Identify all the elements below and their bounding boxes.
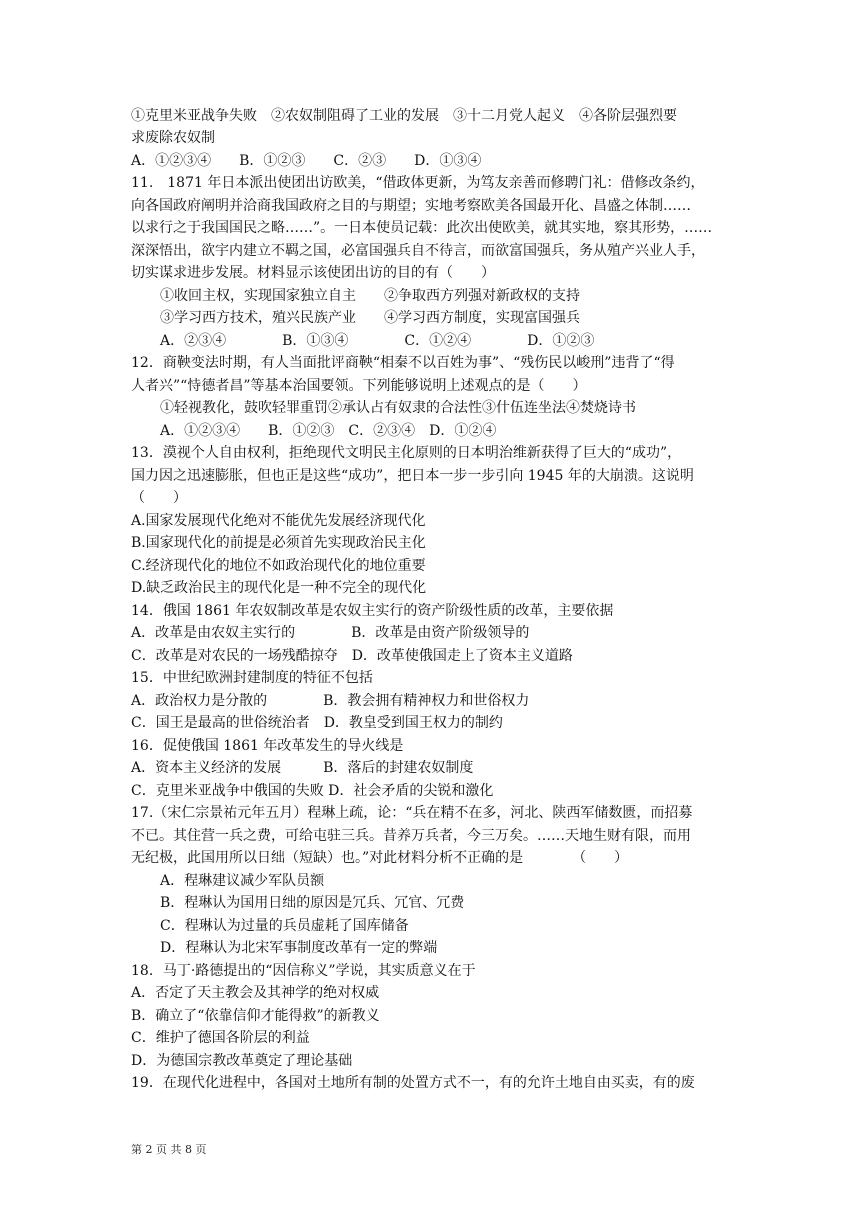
- option-d: D.缺乏政治民主的现代化是一种不完全的现代化: [131, 580, 427, 596]
- option-a: A．否定了天主教会及其神学的绝对权威: [131, 985, 380, 1001]
- page-number: 第 2 页 共 8 页: [131, 1143, 207, 1156]
- question-16: 16．促使俄国 1861 年改革发生的导火线是: [131, 738, 404, 754]
- answer-options: A．②③④ B．①③④ C．①②④ D．①②③: [160, 333, 595, 349]
- option-a: A.国家发展现代化绝对不能优先发展经济现代化: [131, 513, 426, 529]
- answer-options: A．①②③④ B．①②③ C．②③④ D．①②④: [160, 423, 497, 439]
- text-line: 人者兴”“恃德者昌”等基本治国要领。下列能够说明上述观点的是（ ）: [131, 378, 587, 394]
- text-line: A．①②③④ B．①②③ C．②③ D．①③④: [131, 153, 482, 169]
- text-line: A．改革是由农奴主实行的 B．改革是由资产阶级领导的: [131, 625, 530, 641]
- text-line: C．改革是对农民的一场残酷掠夺 D．改革使俄国走上了资本主义道路: [131, 648, 573, 664]
- option-c: C．程琳认为过量的兵员虚耗了国库储备: [160, 918, 409, 934]
- text-line: A．政治权力是分散的 B．教会拥有精神权力和世俗权力: [131, 693, 530, 709]
- text-line: ①收回主权，实现国家独立自主 ②争取西方列强对新政权的支持: [160, 288, 580, 304]
- option-c: C．维护了德国各阶层的利益: [131, 1030, 310, 1046]
- text-line: C．国王是最高的世俗统治者 D．教皇受到国王权力的制约: [131, 715, 503, 731]
- text-line: 无纪极，此国用所以日绌（短缺）也。”对此材料分析不正确的是 （ ）: [131, 850, 629, 866]
- option-b: B．确立了“依靠信仰才能得救”的新教义: [131, 1008, 380, 1024]
- option-d: D．为德国宗教改革奠定了理论基础: [131, 1053, 353, 1069]
- option-d: D．程琳认为北宋军事制度改革有一定的弊端: [160, 940, 438, 956]
- text-line: ①轻视教化，鼓吹轻罪重罚②承认占有奴隶的合法性③什伍连坐法④焚烧诗书: [160, 400, 636, 416]
- option-a: A．程琳建议减少军队员额: [160, 873, 325, 889]
- text-line: 深深悟出，欲宇内建立不羁之国，必富国强兵自不待言，而欲富国强兵，务从殖产兴业人手，: [131, 243, 705, 259]
- text-line: 求废除农奴制: [131, 130, 215, 146]
- text-line: ③学习西方技术，殖兴民族产业 ④学习西方制度，实现富国强兵: [160, 310, 580, 326]
- text-line: ①克里米亚战争失败 ②农奴制阻碍了工业的发展 ③十二月党人起义 ④各阶层强烈要: [131, 108, 677, 124]
- text-line: A．资本主义经济的发展 B．落后的封建农奴制度: [131, 760, 474, 776]
- question-17: 17.（宋仁宗景祐元年五月）程琳上疏，论：“兵在精不在多，河北、陕西军储数匮，而招募: [131, 805, 693, 821]
- text-line: （ ）: [131, 490, 187, 506]
- text-line: C．克里米亚战争中俄国的失败 D．社会矛盾的尖锐和激化: [131, 783, 494, 799]
- question-11: 11. 1871 年日本派出使团出访欧美，“借政体更新，为笃友亲善而修聘门礼：借修改条约，: [131, 175, 705, 191]
- question-12: 12．商鞅变法时期，有人当面批评商鞅“相秦不以百姓为事”、“残伤民以峻刑”违背了“得: [131, 355, 675, 371]
- text-line: 向各国政府阐明并洽商我国政府之目的与期望；实地考察欧美各国最开化、昌盛之体制……: [131, 198, 691, 214]
- question-19: 19．在现代化进程中，各国对土地所有制的处置方式不一，有的允许土地自由买卖，有的废: [131, 1075, 695, 1091]
- text-line: 国力因之迅速膨胀，但也正是这些“成功”，把日本一步一步引向 1945 年的大崩溃。这说明: [131, 468, 694, 484]
- text-line: 以求行之于我国国民之略……”。一日本使员记载：此次出使欧美，就其实地，察其形势，……: [131, 220, 713, 236]
- option-b: B.国家现代化的前提是必须首先实现政治民主化: [131, 535, 426, 551]
- question-18: 18．马丁·路德提出的“因信称义”学说，其实质意义在于: [131, 963, 476, 979]
- option-c: C.经济现代化的地位不如政治现代化的地位重要: [131, 558, 426, 574]
- question-14: 14．俄国 1861 年农奴制改革是农奴主实行的资产阶级性质的改革，主要依据: [131, 603, 614, 619]
- question-13: 13．漠视个人自由权利，拒绝现代文明民主化原则的日本明治维新获得了巨大的“成功”，: [131, 445, 682, 461]
- question-15: 15．中世纪欧洲封建制度的特征不包括: [131, 670, 373, 686]
- text-line: 不已。其住营一兵之费，可给屯驻三兵。昔养万兵者，今三万矣。……天地生财有限，而用: [131, 828, 691, 844]
- option-b: B．程琳认为国用日绌的原因是冗兵、冗官、冗费: [160, 895, 465, 911]
- text-line: 切实谋求进步发展。材料显示该使团出访的目的有（ ）: [131, 265, 495, 281]
